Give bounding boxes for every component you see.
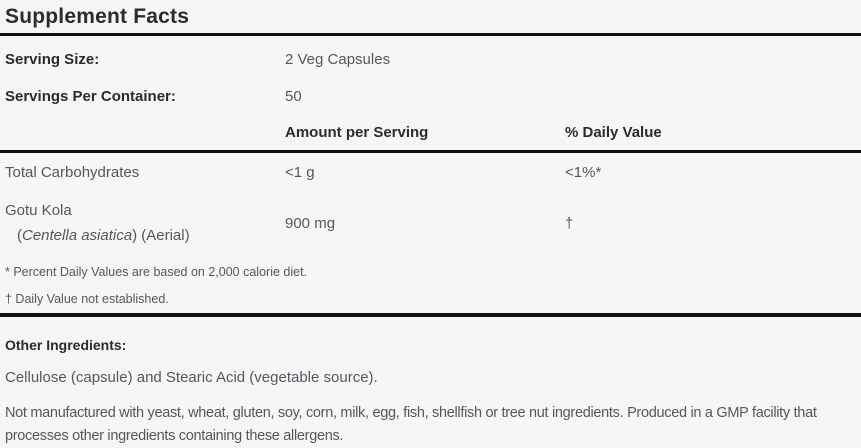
serving-size-value: 2 Veg Capsules bbox=[285, 51, 391, 68]
nutrient-name: Total Carbohydrates bbox=[5, 164, 140, 181]
other-ingredients-list: Cellulose (capsule) and Stearic Acid (vegetable source). bbox=[5, 369, 378, 386]
nutrient-botanical-name: (Centella asiatica) (Aerial) bbox=[17, 227, 190, 244]
serving-size-label: Serving Size: bbox=[5, 51, 100, 68]
nutrient-daily-value: <1%* bbox=[565, 164, 602, 181]
other-ingredients-heading: Other Ingredients: bbox=[5, 337, 127, 353]
divider-under-header bbox=[0, 150, 861, 153]
divider-bottom bbox=[0, 313, 861, 317]
nutrient-amount: <1 g bbox=[285, 164, 315, 181]
allergen-statement: Not manufactured with yeast, wheat, gluten, soy, corn, milk, egg, fish, shellfish or tree nut ingredients. Produced in a GMP facility that processes other ingredients containing these allergens. bbox=[5, 405, 817, 444]
daily-value-header: % Daily Value bbox=[565, 124, 662, 141]
nutrient-daily-value: † bbox=[565, 214, 574, 232]
divider-under-title bbox=[0, 33, 861, 36]
table-row-gotu-kola bbox=[0, 202, 861, 245]
servings-per-container-row bbox=[0, 88, 861, 106]
nutrient-name: Gotu Kola bbox=[5, 202, 72, 219]
servings-per-container-value: 50 bbox=[285, 88, 302, 105]
footnote-percent-daily-value: * Percent Daily Values are based on 2,000 calorie diet. bbox=[5, 265, 308, 279]
panel-title: Supplement Facts bbox=[5, 5, 190, 28]
serving-size-row bbox=[0, 51, 861, 69]
table-row-total-carbohydrates bbox=[0, 164, 861, 182]
table-header-row bbox=[0, 124, 861, 142]
nutrient-amount: 900 mg bbox=[285, 214, 336, 232]
servings-per-container-label: Servings Per Container: bbox=[5, 88, 176, 105]
footnote-daily-value-not-established: † Daily Value not established. bbox=[5, 292, 169, 306]
amount-per-serving-header: Amount per Serving bbox=[285, 124, 429, 141]
latin-name: Centella asiatica bbox=[22, 227, 133, 244]
nutrient-name-block bbox=[5, 202, 285, 245]
